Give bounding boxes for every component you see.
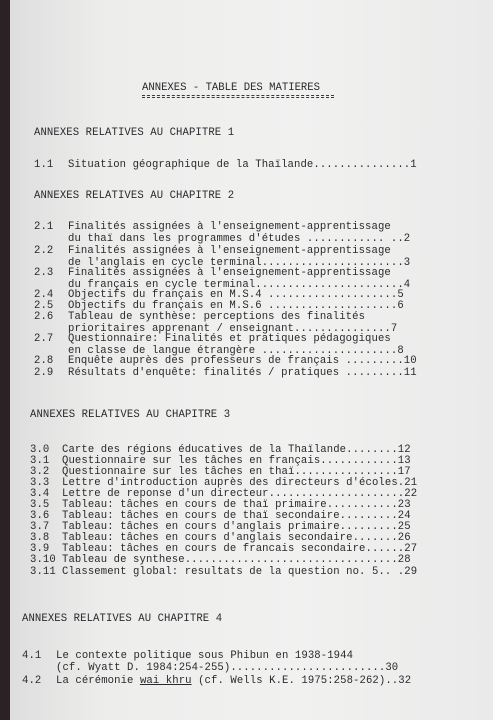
entry-number: 3.11: [30, 566, 56, 578]
document-page: [10, 0, 493, 720]
entry-text: Objectifs du français en M.S.4 ....................5: [68, 289, 404, 301]
entry-text: Questionnaire sur les tâches en français............13: [62, 455, 411, 467]
entry-text: Résultats d'enquête: finalités / pratiques .........11: [68, 367, 417, 379]
entry-text: du français en cycle terminal.......................4: [68, 279, 411, 291]
entry-number: 3.10: [30, 554, 56, 566]
section-heading: ANNEXES RELATIVES AU CHAPITRE 4: [22, 613, 223, 625]
entry-text: Lettre d'introduction auprès des directeurs d'écoles.21: [62, 477, 418, 489]
entry-text: Situation géographique de la Thaïlande...............1: [68, 159, 417, 171]
entry-number: 2.1: [34, 221, 54, 233]
entry-text: Finalités assignées à l'enseignement-apprentissage: [68, 267, 391, 279]
entry-number: 3.0: [30, 444, 50, 456]
entry-number: 3.8: [30, 532, 50, 544]
entry-number: 3.2: [30, 466, 50, 478]
entry-text: de l'anglais en cycle terminal......................3: [68, 257, 411, 269]
entry-text: du thaï dans les programmes d'études ............ ..2: [68, 233, 411, 245]
underlined-term: wai khru: [139, 675, 192, 687]
page-title: ANNEXES - TABLE DES MATIERES: [142, 82, 321, 94]
entry-number: 2.8: [34, 355, 54, 367]
entry-number: 3.1: [30, 455, 50, 467]
entry-number: 2.3: [34, 267, 54, 279]
entry-text: Tableau: tâches en cours de francais secondaire......27: [62, 543, 418, 555]
entry-text: Carte des régions éducatives de la Thaïlande........12: [62, 444, 411, 456]
entry-text: Tableau: tâches en cours de thaï secondaire.........24: [62, 510, 411, 522]
section-heading: ANNEXES RELATIVES AU CHAPITRE 2: [34, 190, 235, 202]
entry-number: 3.7: [30, 521, 50, 533]
entry-text: Classement global: resultats de la question no. 5.. .29: [62, 566, 418, 578]
entry-text: (cf. Wyatt D. 1984:254-255)........................30: [56, 662, 399, 674]
entry-text: Finalités assignées à l'enseignement-apprentissage: [68, 221, 391, 233]
entry-number: 2.9: [34, 367, 54, 379]
entry-text: Tableau: tâches en cours de thaï primaire...........23: [62, 499, 411, 511]
entry-text: Le contexte politique sous Phibun en 1938-1944: [56, 650, 354, 662]
entry-number: 4.1: [22, 650, 42, 662]
section-heading: ANNEXES RELATIVES AU CHAPITRE 1: [34, 127, 235, 139]
entry-number: 2.5: [34, 300, 54, 312]
entry-text: Finalités assignées à l'enseignement-apprentissage: [68, 245, 391, 257]
entry-number: 3.3: [30, 477, 50, 489]
entry-number: 2.2: [34, 245, 54, 257]
entry-text: Questionnaire sur les tâches en thaï................17: [62, 466, 411, 478]
entry-text: Questionnaire: Finalités et pratiques pédagogiques: [68, 333, 391, 345]
entry-number: 2.6: [34, 311, 54, 323]
entry-text: en classe de langue étrangère .....................8: [68, 345, 404, 357]
section-heading: ANNEXES RELATIVES AU CHAPITRE 3: [30, 409, 231, 421]
entry-text: Tableau de synthese.................................28: [62, 554, 411, 566]
entry-number: 3.6: [30, 510, 50, 522]
entry-number: 4.2: [22, 675, 42, 687]
entry-text: La cérémonie wai khru (cf. Wells K.E. 1975:258-262)..32: [56, 675, 412, 687]
entry-number: 3.9: [30, 543, 50, 555]
entry-number: 3.4: [30, 488, 50, 500]
entry-text: Enquête auprès des professeurs de français .........10: [68, 355, 417, 367]
entry-text: Tableau de synthèse: perceptions des finalités: [68, 311, 366, 323]
entry-text: Lettre de reponse d'un directeur.....................22: [62, 488, 418, 500]
entry-number: 2.4: [34, 289, 54, 301]
entry-text: prioritaires apprenant / enseignant...............7: [68, 323, 398, 335]
entry-text: Objectifs du français en M.S.6 ....................6: [68, 300, 404, 312]
title-underline: [142, 95, 334, 98]
entry-number: 1.1: [34, 159, 54, 171]
entry-number: 3.5: [30, 499, 50, 511]
entry-text: Tableau: tâches en cours d'anglais secondaire.......26: [62, 532, 411, 544]
entry-text: Tableau: tâches en cours d'anglais primaire.........25: [62, 521, 411, 533]
entry-number: 2.7: [34, 333, 54, 345]
